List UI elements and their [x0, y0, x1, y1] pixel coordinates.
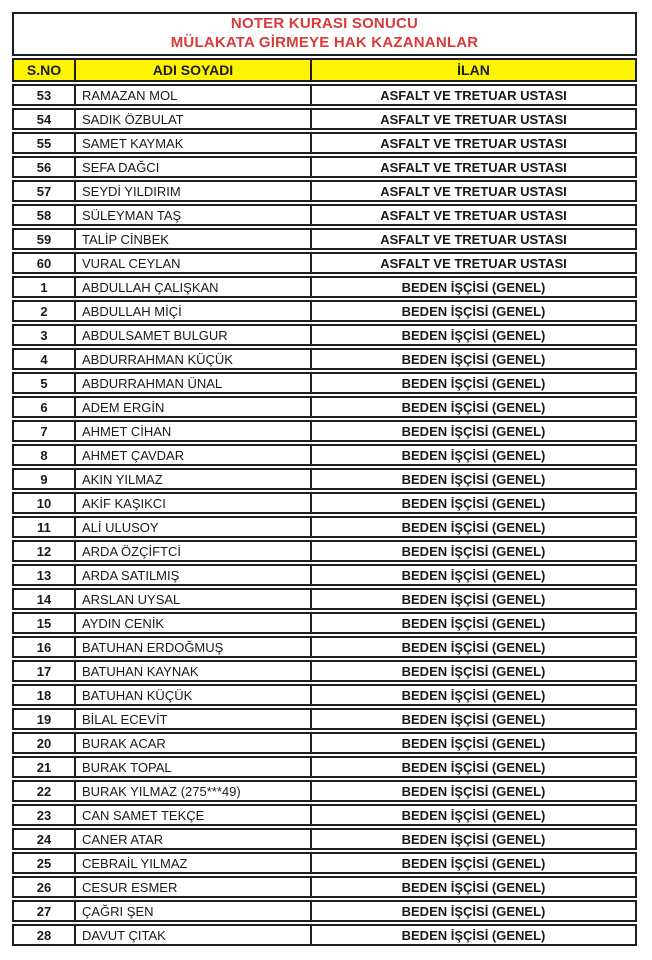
table-row — [12, 588, 637, 610]
cell-sno: 53 — [14, 86, 76, 104]
cell-sno: 10 — [14, 494, 76, 512]
table-row — [12, 84, 637, 106]
cell-name: AHMET CİHAN — [76, 422, 312, 440]
table-row — [12, 204, 637, 226]
cell-ilan: BEDEN İŞÇİSİ (GENEL) — [401, 687, 546, 703]
cell-sno: 56 — [14, 158, 76, 176]
cell-sno: 25 — [14, 854, 76, 872]
table-row — [12, 828, 637, 850]
table-row — [12, 756, 637, 778]
cell-name: VURAL CEYLAN — [76, 254, 312, 272]
cell-sno: 4 — [14, 350, 76, 368]
cell-sno: 27 — [14, 902, 76, 920]
table-row — [12, 276, 637, 298]
cell-sno: 1 — [14, 278, 76, 296]
cell-sno: 2 — [14, 302, 76, 320]
cell-sno: 7 — [14, 422, 76, 440]
column-header-sno: S.NO — [14, 60, 76, 80]
table-row — [12, 636, 637, 658]
cell-ilan: BEDEN İŞÇİSİ (GENEL) — [401, 711, 546, 727]
cell-sno: 8 — [14, 446, 76, 464]
table-row — [12, 348, 637, 370]
cell-ilan: ASFALT VE TRETUAR USTASI — [380, 255, 567, 271]
cell-ilan: BEDEN İŞÇİSİ (GENEL) — [401, 519, 546, 535]
table-row — [12, 804, 637, 826]
cell-ilan: BEDEN İŞÇİSİ (GENEL) — [401, 375, 546, 391]
cell-ilan: BEDEN İŞÇİSİ (GENEL) — [401, 927, 546, 943]
cell-ilan: ASFALT VE TRETUAR USTASI — [380, 159, 567, 175]
cell-ilan: BEDEN İŞÇİSİ (GENEL) — [401, 735, 546, 751]
table-row — [12, 228, 637, 250]
cell-sno: 28 — [14, 926, 76, 944]
cell-name: ABDULLAH ÇALIŞKAN — [76, 278, 312, 296]
cell-name: ARDA ÖZÇİFTCİ — [76, 542, 312, 560]
cell-name: AYDIN CENİK — [76, 614, 312, 632]
table-row — [12, 780, 637, 802]
cell-sno: 11 — [14, 518, 76, 536]
cell-ilan: ASFALT VE TRETUAR USTASI — [380, 231, 567, 247]
cell-ilan: ASFALT VE TRETUAR USTASI — [380, 87, 567, 103]
table-body — [12, 84, 637, 946]
cell-name: SADIK ÖZBULAT — [76, 110, 312, 128]
cell-name: CANER ATAR — [76, 830, 312, 848]
cell-ilan: ASFALT VE TRETUAR USTASI — [380, 183, 567, 199]
cell-sno: 17 — [14, 662, 76, 680]
cell-name: SEFA DAĞCI — [76, 158, 312, 176]
cell-sno: 14 — [14, 590, 76, 608]
title-line-1: NOTER KURASI SONUCU — [230, 15, 419, 33]
cell-sno: 60 — [14, 254, 76, 272]
column-header-row — [12, 58, 637, 82]
cell-ilan: BEDEN İŞÇİSİ (GENEL) — [401, 903, 546, 919]
cell-ilan: BEDEN İŞÇİSİ (GENEL) — [401, 495, 546, 511]
cell-name: ABDURRAHMAN KÜÇÜK — [76, 350, 312, 368]
table-row — [12, 876, 637, 898]
cell-name: RAMAZAN MOL — [76, 86, 312, 104]
cell-sno: 13 — [14, 566, 76, 584]
table-row — [12, 660, 637, 682]
cell-sno: 58 — [14, 206, 76, 224]
cell-sno: 3 — [14, 326, 76, 344]
cell-ilan: BEDEN İŞÇİSİ (GENEL) — [401, 759, 546, 775]
table-row — [12, 468, 637, 490]
cell-name: CESUR ESMER — [76, 878, 312, 896]
cell-sno: 22 — [14, 782, 76, 800]
cell-name: ALİ ULUSOY — [76, 518, 312, 536]
cell-ilan: BEDEN İŞÇİSİ (GENEL) — [401, 423, 546, 439]
table-row — [12, 396, 637, 418]
cell-ilan: BEDEN İŞÇİSİ (GENEL) — [401, 663, 546, 679]
table-row — [12, 708, 637, 730]
cell-name: BURAK YILMAZ (275***49) — [76, 782, 312, 800]
cell-name: BURAK ACAR — [76, 734, 312, 752]
cell-name: CEBRAİL YILMAZ — [76, 854, 312, 872]
cell-ilan: BEDEN İŞÇİSİ (GENEL) — [401, 639, 546, 655]
cell-name: AHMET ÇAVDAR — [76, 446, 312, 464]
cell-name: ARSLAN UYSAL — [76, 590, 312, 608]
table-row — [12, 900, 637, 922]
cell-ilan: ASFALT VE TRETUAR USTASI — [380, 111, 567, 127]
cell-sno: 54 — [14, 110, 76, 128]
cell-sno: 12 — [14, 542, 76, 560]
cell-sno: 26 — [14, 878, 76, 896]
table-row — [12, 492, 637, 514]
cell-name: SÜLEYMAN TAŞ — [76, 206, 312, 224]
table-row — [12, 108, 637, 130]
cell-sno: 18 — [14, 686, 76, 704]
cell-name: BURAK TOPAL — [76, 758, 312, 776]
cell-name: BATUHAN KÜÇÜK — [76, 686, 312, 704]
cell-name: TALİP CİNBEK — [76, 230, 312, 248]
cell-sno: 9 — [14, 470, 76, 488]
cell-ilan: BEDEN İŞÇİSİ (GENEL) — [401, 471, 546, 487]
cell-name: ABDULSAMET BULGUR — [76, 326, 312, 344]
table-row — [12, 156, 637, 178]
table-row — [12, 852, 637, 874]
table-row — [12, 540, 637, 562]
cell-name: ABDULLAH MİÇİ — [76, 302, 312, 320]
cell-sno: 5 — [14, 374, 76, 392]
cell-ilan: BEDEN İŞÇİSİ (GENEL) — [401, 831, 546, 847]
cell-name: BATUHAN KAYNAK — [76, 662, 312, 680]
cell-name: BATUHAN ERDOĞMUŞ — [76, 638, 312, 656]
table-title-block — [12, 12, 637, 56]
cell-ilan: BEDEN İŞÇİSİ (GENEL) — [401, 279, 546, 295]
cell-ilan: BEDEN İŞÇİSİ (GENEL) — [401, 447, 546, 463]
cell-ilan: BEDEN İŞÇİSİ (GENEL) — [401, 591, 546, 607]
table-row — [12, 444, 637, 466]
cell-ilan: BEDEN İŞÇİSİ (GENEL) — [401, 327, 546, 343]
column-header-name: ADI SOYADI — [76, 60, 312, 80]
cell-ilan: ASFALT VE TRETUAR USTASI — [380, 207, 567, 223]
cell-sno: 19 — [14, 710, 76, 728]
cell-sno: 15 — [14, 614, 76, 632]
cell-sno: 24 — [14, 830, 76, 848]
table-row — [12, 732, 637, 754]
cell-ilan: BEDEN İŞÇİSİ (GENEL) — [401, 303, 546, 319]
table-row — [12, 564, 637, 586]
cell-name: ARDA SATILMIŞ — [76, 566, 312, 584]
cell-name: ADEM ERGİN — [76, 398, 312, 416]
cell-sno: 21 — [14, 758, 76, 776]
cell-ilan: BEDEN İŞÇİSİ (GENEL) — [401, 543, 546, 559]
cell-name: CAN SAMET TEKÇE — [76, 806, 312, 824]
table-row — [12, 252, 637, 274]
table-row — [12, 420, 637, 442]
cell-name: BİLAL ECEVİT — [76, 710, 312, 728]
cell-name: AKİF KAŞIKCI — [76, 494, 312, 512]
cell-ilan: BEDEN İŞÇİSİ (GENEL) — [401, 399, 546, 415]
cell-ilan: BEDEN İŞÇİSİ (GENEL) — [401, 783, 546, 799]
cell-name: ÇAĞRI ŞEN — [76, 902, 312, 920]
table-row — [12, 516, 637, 538]
cell-sno: 57 — [14, 182, 76, 200]
cell-sno: 59 — [14, 230, 76, 248]
cell-sno: 6 — [14, 398, 76, 416]
table-row — [12, 924, 637, 946]
cell-sno: 20 — [14, 734, 76, 752]
column-header-ilan: İLAN — [457, 62, 490, 78]
table-row — [12, 300, 637, 322]
cell-ilan: BEDEN İŞÇİSİ (GENEL) — [401, 615, 546, 631]
table-row — [12, 180, 637, 202]
cell-ilan: BEDEN İŞÇİSİ (GENEL) — [401, 567, 546, 583]
table-row — [12, 324, 637, 346]
table-row — [12, 612, 637, 634]
cell-sno: 23 — [14, 806, 76, 824]
cell-sno: 16 — [14, 638, 76, 656]
cell-ilan: BEDEN İŞÇİSİ (GENEL) — [401, 879, 546, 895]
cell-name: SEYDİ YILDIRIM — [76, 182, 312, 200]
results-table — [12, 12, 637, 946]
cell-name: DAVUT ÇITAK — [76, 926, 312, 944]
cell-ilan: BEDEN İŞÇİSİ (GENEL) — [401, 855, 546, 871]
table-row — [12, 132, 637, 154]
cell-name: ABDURRAHMAN ÜNAL — [76, 374, 312, 392]
table-row — [12, 372, 637, 394]
cell-name: AKIN YILMAZ — [76, 470, 312, 488]
cell-ilan: ASFALT VE TRETUAR USTASI — [380, 135, 567, 151]
table-row — [12, 684, 637, 706]
cell-sno: 55 — [14, 134, 76, 152]
title-line-2: MÜLAKATA GİRMEYE HAK KAZANANLAR — [170, 34, 479, 51]
cell-ilan: BEDEN İŞÇİSİ (GENEL) — [401, 351, 546, 367]
cell-ilan: BEDEN İŞÇİSİ (GENEL) — [401, 807, 546, 823]
cell-name: SAMET KAYMAK — [76, 134, 312, 152]
